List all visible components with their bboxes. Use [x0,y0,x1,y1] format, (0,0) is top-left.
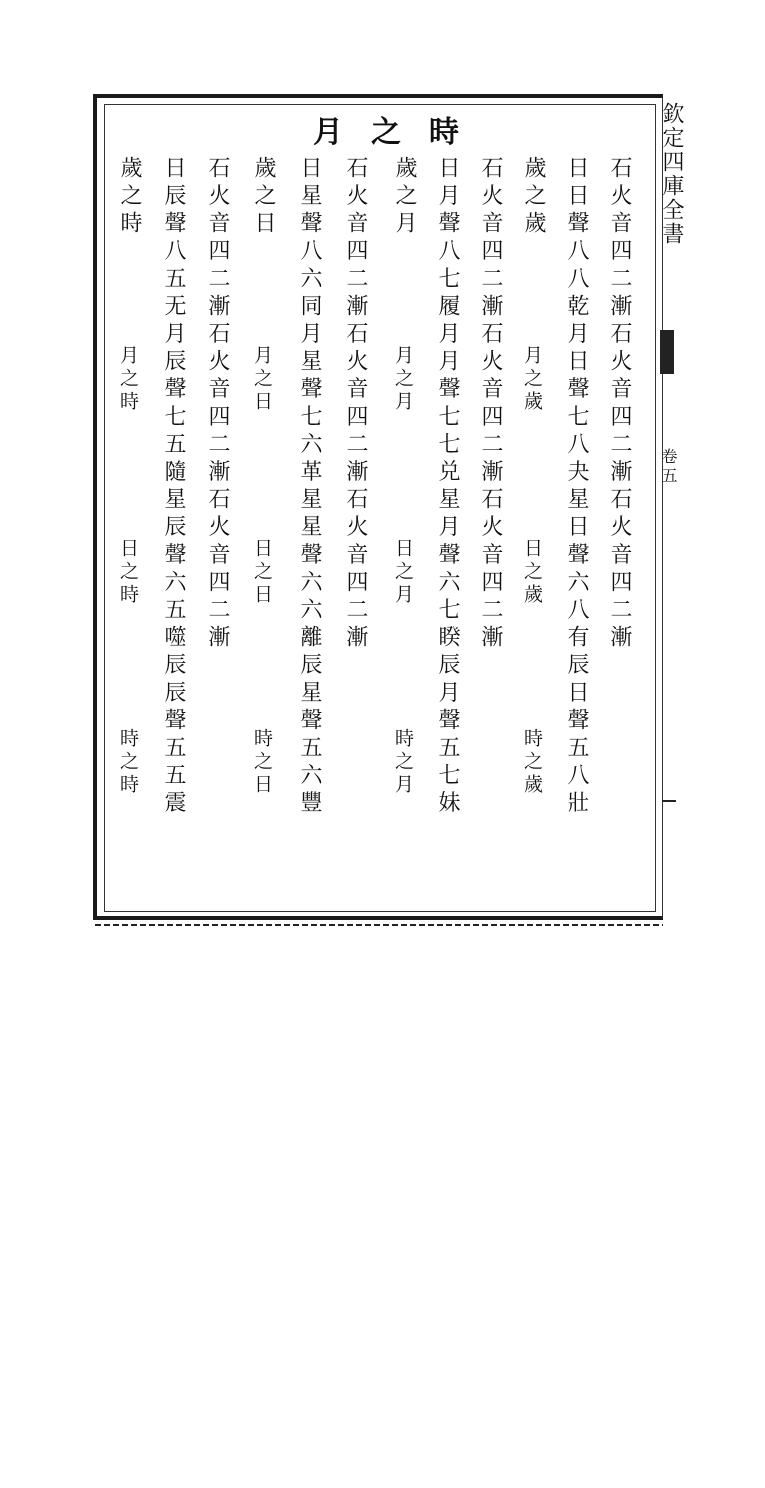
section-title-text: 月之時 [313,115,487,150]
text-column-3: 歲之歲 [521,156,546,239]
text-column-9: 歲之日 [251,156,276,239]
text-column-11: 日辰聲八五无月辰聲七五隨星辰聲六五噬辰辰聲五五震 [161,156,186,819]
text-column-10: 石火音四二漸石火音四二漸石火音四二漸 [205,156,230,653]
text-column-1: 石火音四二漸石火音四二漸石火音四二漸 [607,156,632,653]
label-col-1: 月之歲 [521,345,543,414]
text-column-4: 石火音四二漸石火音四二漸石火音四二漸 [478,156,503,653]
text-column-2: 日日聲八八乾月日聲七八夬星日聲六八有辰日聲五八壯 [564,156,589,819]
label-col-10: 月之時 [117,345,139,414]
label-col-6: 時之月 [392,728,414,797]
page-label: 卷五 [659,448,678,486]
text-column-5: 日月聲八七履月月聲七七兑星月聲六七睽辰月聲五七妹 [435,156,460,819]
running-title: 欽定四庫全書 [659,102,684,246]
label-col-9: 時之日 [251,728,273,797]
text-column-7: 石火音四二漸石火音四二漸石火音四二漸 [343,156,368,653]
label-col-8: 日之日 [251,538,273,607]
label-col-7: 月之日 [251,345,273,414]
bottom-rule [95,924,663,926]
label-col-2: 日之歲 [521,538,543,607]
label-col-4: 月之月 [392,345,414,414]
margin-rule [662,800,676,802]
text-column-8: 日星聲八六同月星聲七六革星星聲六六離辰星聲五六豐 [297,156,322,819]
text-column-6: 歲之月 [392,156,417,239]
fishtail-mark [660,330,674,374]
label-col-11: 日之時 [117,538,139,607]
label-col-5: 日之月 [392,538,414,607]
label-col-3: 時之歲 [521,728,543,797]
text-column-12: 歲之時 [117,156,142,239]
label-col-12: 時之時 [117,728,139,797]
section-title [118,106,654,152]
